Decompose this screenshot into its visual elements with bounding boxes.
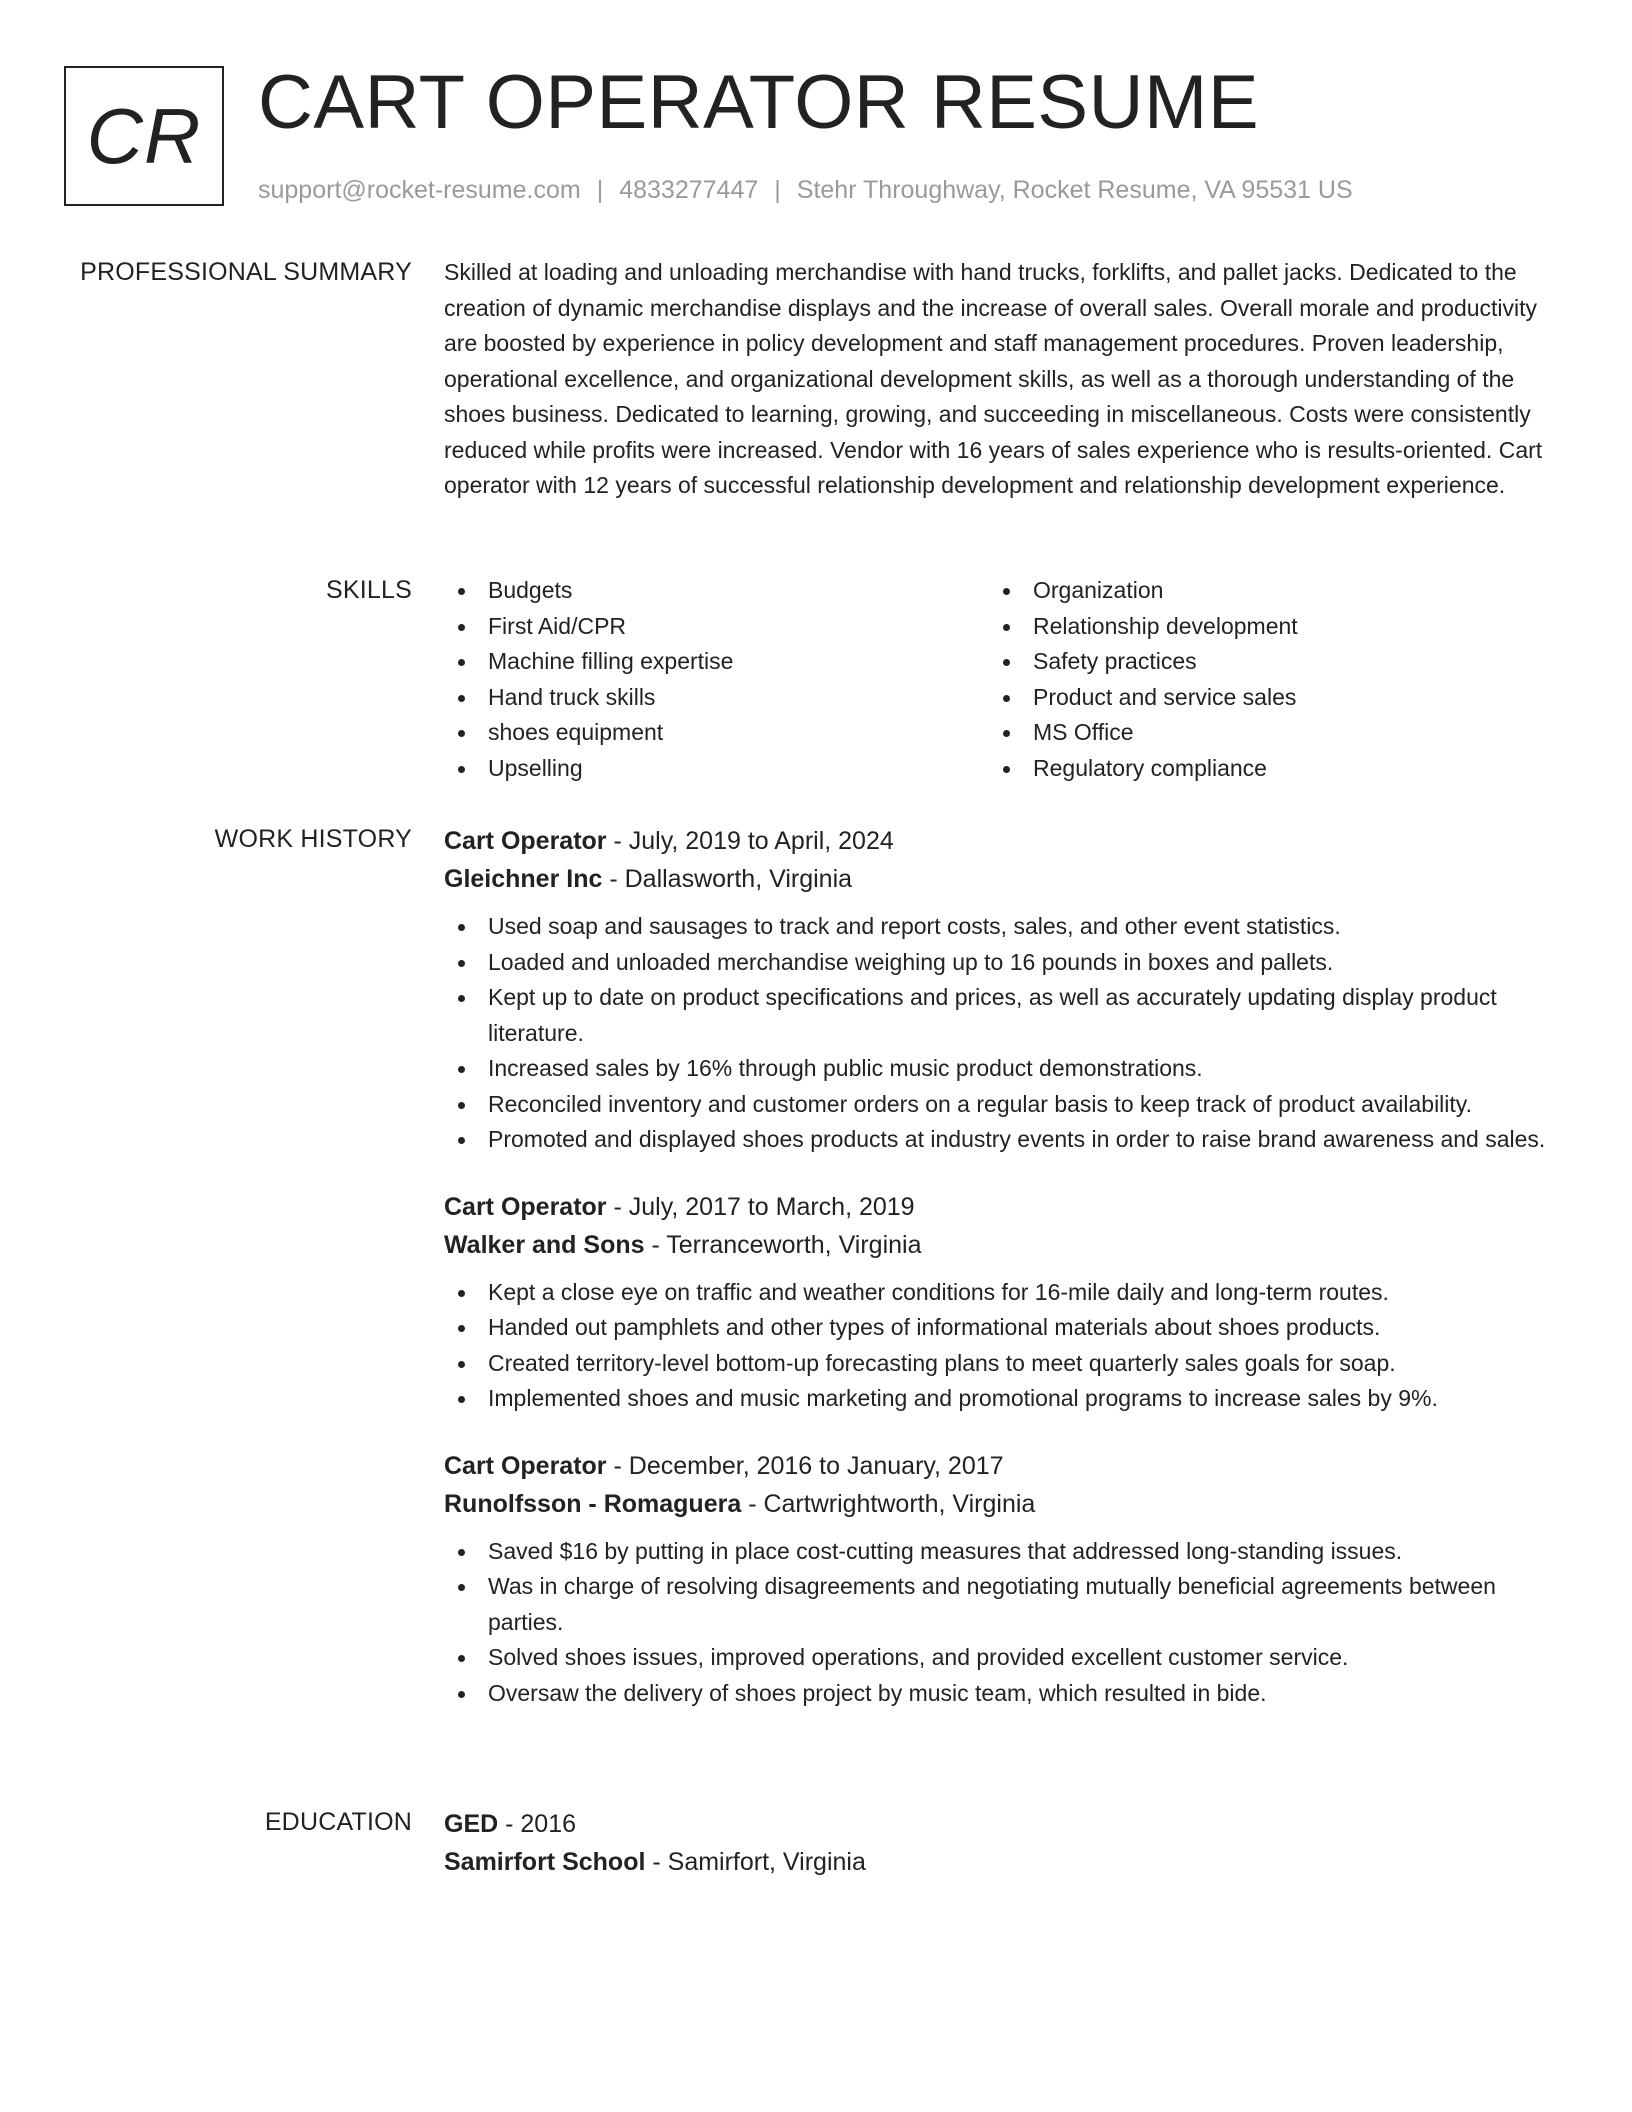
contact-phone: 4833277447 xyxy=(619,176,759,204)
job-company: Runolfsson - Romaguera xyxy=(444,1489,742,1518)
job-bullet: Saved $16 by putting in place cost-cutting measures that addressed long-standing issues. xyxy=(444,1534,1554,1570)
section-heading-work-history: WORK HISTORY xyxy=(214,825,412,853)
job-entry xyxy=(444,1188,1554,1417)
work-history-body xyxy=(444,822,1554,1741)
job-location: - Terranceworth, Virginia xyxy=(644,1230,922,1259)
job-company-line xyxy=(444,1226,1554,1264)
education-location: - Samirfort, Virginia xyxy=(645,1848,866,1876)
job-location: - Cartwrightworth, Virginia xyxy=(741,1489,1036,1518)
job-bullet: Loaded and unloaded merchandise weighing up to 16 pounds in boxes and pallets. xyxy=(444,945,1554,981)
contact-line xyxy=(258,173,1353,207)
job-bullet: Was in charge of resolving disagreements and negotiating mutually beneficial agreements between parties. xyxy=(444,1569,1554,1640)
skill-item: Relationship development xyxy=(989,609,1534,645)
job-title: Cart Operator xyxy=(444,1451,607,1480)
job-title-line xyxy=(444,822,1554,860)
education-degree: GED xyxy=(444,1810,499,1838)
job-bullet: Increased sales by 16% through public music product demonstrations. xyxy=(444,1051,1554,1087)
skill-item: Product and service sales xyxy=(989,680,1534,716)
education-degree-line xyxy=(444,1805,1554,1843)
skill-item: Upselling xyxy=(444,751,989,787)
skill-item: MS Office xyxy=(989,715,1534,751)
job-dates: - July, 2017 to March, 2019 xyxy=(606,1192,915,1221)
job-title-line xyxy=(444,1188,1554,1226)
job-entry xyxy=(444,1447,1554,1712)
job-company: Gleichner Inc xyxy=(444,865,603,893)
contact-address: Stehr Throughway, Rocket Resume, VA 95531 US xyxy=(796,176,1353,204)
skill-item: Regulatory compliance xyxy=(989,751,1534,787)
job-dates: - July, 2019 to April, 2024 xyxy=(606,827,894,855)
page-title: CART OPERATOR RESUME xyxy=(258,60,1260,145)
summary-text: Skilled at loading and unloading merchandise with hand trucks, forklifts, and pallet jacks. Dedicated to the creation of dynamic merchandise displays and the increase of overall sales. Overall morale and productivity are boosted by experience in policy development and staff management procedures. Proven leadership, operational excellence, and organizational development skills, as well as a thorough understanding of the shoes business. Dedicated to learning, growing, and succeeding in miscellaneous. Costs were consistently reduced while profits were increased. Vendor with 16 years of sales experience who is results-oriented. Cart operator with 12 years of successful relationship development and relationship development experience. xyxy=(444,259,1543,498)
job-bullet: Created territory-level bottom-up forecasting plans to meet quarterly sales goals for soap. xyxy=(444,1346,1554,1382)
job-bullet: Promoted and displayed shoes products at industry events in order to raise brand awareness and sales. xyxy=(444,1122,1554,1158)
skill-item: shoes equipment xyxy=(444,715,989,751)
section-heading-skills: SKILLS xyxy=(326,576,412,604)
job-bullet: Handed out pamphlets and other types of informational materials about shoes products. xyxy=(444,1310,1554,1346)
education-school-line xyxy=(444,1843,1554,1881)
job-bullet: Kept a close eye on traffic and weather conditions for 16-mile daily and long-term routes. xyxy=(444,1275,1554,1311)
education-school: Samirfort School xyxy=(444,1848,646,1876)
skills-list-right xyxy=(989,573,1534,786)
job-bullet: Implemented shoes and music marketing and promotional programs to increase sales by 9%. xyxy=(444,1381,1554,1417)
job-bullet: Solved shoes issues, improved operations, and provided excellent customer service. xyxy=(444,1640,1554,1676)
contact-separator: | xyxy=(774,176,781,204)
job-company-line xyxy=(444,1485,1554,1523)
contact-email: support@rocket-resume.com xyxy=(258,176,581,204)
job-bullet: Used soap and sausages to track and report costs, sales, and other event statistics. xyxy=(444,909,1554,945)
job-title-line xyxy=(444,1447,1554,1485)
summary-body xyxy=(444,255,1554,504)
job-bullet: Reconciled inventory and customer orders on a regular basis to keep track of product availability. xyxy=(444,1087,1554,1123)
skills-list-left xyxy=(444,573,989,786)
job-company: Walker and Sons xyxy=(444,1230,645,1259)
skill-item: First Aid/CPR xyxy=(444,609,989,645)
section-heading-education: EDUCATION xyxy=(264,1808,412,1836)
job-bullets xyxy=(444,1275,1554,1417)
skills-body xyxy=(444,573,1554,786)
job-bullets xyxy=(444,909,1554,1158)
skill-item: Safety practices xyxy=(989,644,1534,680)
monogram: CR xyxy=(64,66,224,206)
job-dates: - December, 2016 to January, 2017 xyxy=(606,1451,1004,1480)
skill-item: Hand truck skills xyxy=(444,680,989,716)
section-heading-summary: PROFESSIONAL SUMMARY xyxy=(80,258,412,286)
job-company-line xyxy=(444,860,1554,898)
job-bullet: Kept up to date on product specifications and prices, as well as accurately updating display product literature. xyxy=(444,980,1554,1051)
contact-separator: | xyxy=(596,176,604,204)
job-bullets xyxy=(444,1534,1554,1712)
job-title: Cart Operator xyxy=(444,1192,607,1221)
job-bullet: Oversaw the delivery of shoes project by music team, which resulted in bide. xyxy=(444,1676,1554,1712)
education-year: - 2016 xyxy=(498,1810,577,1838)
job-entry xyxy=(444,822,1554,1158)
skill-item: Machine filling expertise xyxy=(444,644,989,680)
job-title: Cart Operator xyxy=(444,827,607,855)
job-location: - Dallasworth, Virginia xyxy=(602,865,853,893)
skill-item: Budgets xyxy=(444,573,989,609)
education-body xyxy=(444,1805,1554,1881)
skill-item: Organization xyxy=(989,573,1534,609)
